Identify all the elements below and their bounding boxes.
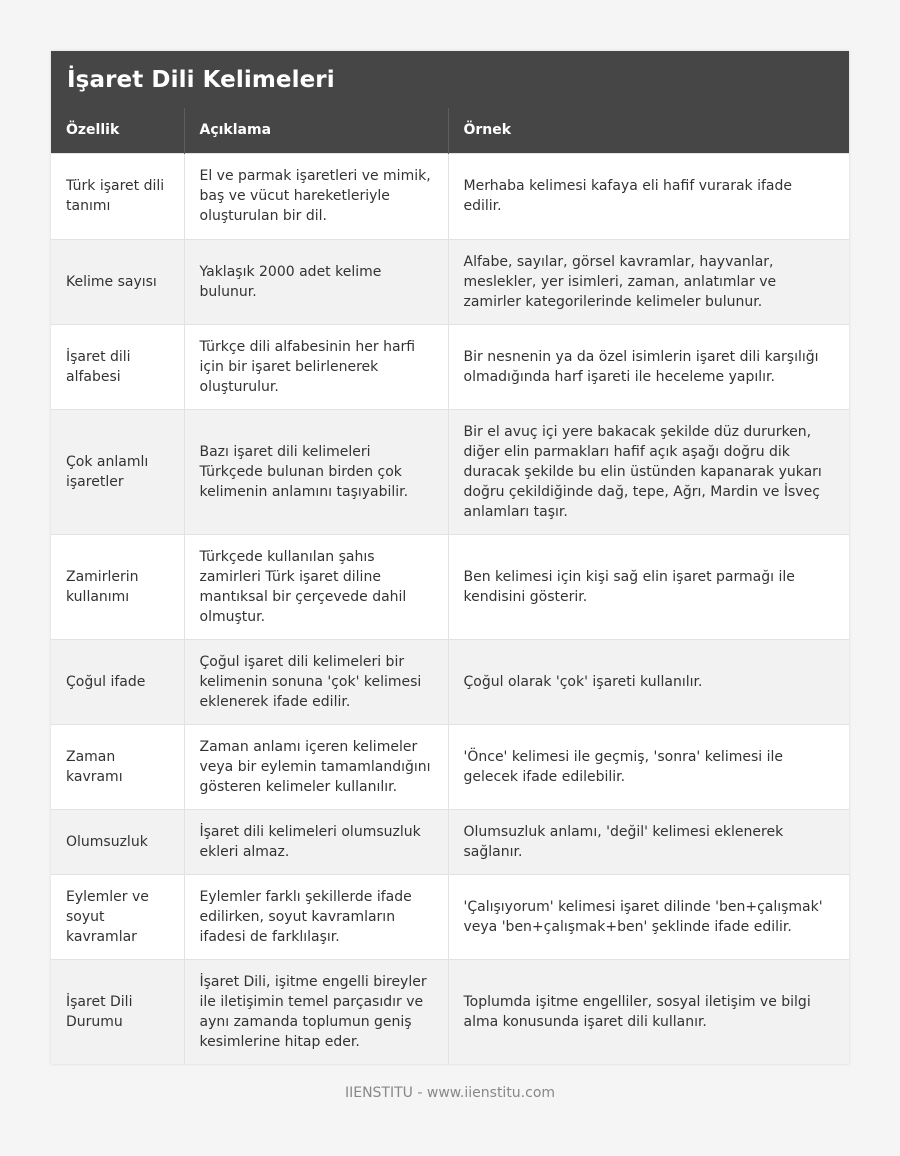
cell-description: Türkçede kullanılan şahıs zamirleri Türk işaret diline mantıksal bir çerçevede dahil olmuştur. <box>184 534 448 639</box>
vocabulary-table <box>51 108 849 1064</box>
table-row <box>51 959 849 1064</box>
cell-feature: Olumsuzluk <box>51 809 184 874</box>
table-row <box>51 724 849 809</box>
cell-description: Türkçe dili alfabesinin her harfi için bir işaret belirlenerek oluşturulur. <box>184 324 448 409</box>
cell-feature: Kelime sayısı <box>51 239 184 324</box>
cell-feature: Türk işaret dili tanımı <box>51 153 184 239</box>
table-row <box>51 534 849 639</box>
cell-example: 'Çalışıyorum' kelimesi işaret dilinde 'ben+çalışmak' veya 'ben+çalışmak+ben' şeklinde ifade edilir. <box>448 874 849 959</box>
page-title: İşaret Dili Kelimeleri <box>67 66 335 93</box>
footer-credit: IIENSTITU - www.iienstitu.com <box>344 1085 556 1101</box>
cell-example: Toplumda işitme engelliler, sosyal iletişim ve bilgi alma konusunda işaret dili kullanır. <box>448 959 849 1064</box>
column-header-description: Açıklama <box>184 108 448 153</box>
cell-description: Bazı işaret dili kelimeleri Türkçede bulunan birden çok kelimenin anlamını taşıyabilir. <box>184 409 448 534</box>
cell-description: El ve parmak işaretleri ve mimik, baş ve vücut hareketleriyle oluşturulan bir dil. <box>184 153 448 239</box>
cell-feature: İşaret Dili Durumu <box>51 959 184 1064</box>
table-header-row <box>51 108 849 153</box>
cell-description: Eylemler farklı şekillerde ifade edilirken, soyut kavramların ifadesi de farklılaşır. <box>184 874 448 959</box>
table-row <box>51 874 849 959</box>
cell-example: Çoğul olarak 'çok' işareti kullanılır. <box>448 639 849 724</box>
cell-example: Olumsuzluk anlamı, 'değil' kelimesi eklenerek sağlanır. <box>448 809 849 874</box>
cell-feature: İşaret dili alfabesi <box>51 324 184 409</box>
cell-example: Bir nesnenin ya da özel isimlerin işaret dili karşılığı olmadığında harf işareti ile heceleme yapılır. <box>448 324 849 409</box>
cell-description: Çoğul işaret dili kelimeleri bir kelimenin sonuna 'çok' kelimesi eklenerek ifade edilir. <box>184 639 448 724</box>
cell-example: Bir el avuç içi yere bakacak şekilde düz dururken, diğer elin parmakları hafif açık aşağı doğru dik duracak şekilde bu elin üstünden kapanarak yukarı doğru çekildiğinde dağ, tepe, Ağrı, Mardin ve İsveç anlamları taşır. <box>448 409 849 534</box>
cell-example: Ben kelimesi için kişi sağ elin işaret parmağı ile kendisini gösterir. <box>448 534 849 639</box>
cell-example: 'Önce' kelimesi ile geçmiş, 'sonra' kelimesi ile gelecek ifade edilebilir. <box>448 724 849 809</box>
table-row <box>51 153 849 239</box>
cell-example: Alfabe, sayılar, görsel kavramlar, hayvanlar, meslekler, yer isimleri, zaman, anlatımlar ve zamirler kategorilerinde kelimeler bulunur. <box>448 239 849 324</box>
cell-description: Yaklaşık 2000 adet kelime bulunur. <box>184 239 448 324</box>
table-row <box>51 324 849 409</box>
cell-description: Zaman anlamı içeren kelimeler veya bir eylemin tamamlandığını gösteren kelimeler kullanılır. <box>184 724 448 809</box>
cell-description: İşaret Dili, işitme engelli bireyler ile iletişimin temel parçasıdır ve aynı zamanda toplumun geniş kesimlerine hitap eder. <box>184 959 448 1064</box>
cell-feature: Eylemler ve soyut kavramlar <box>51 874 184 959</box>
cell-example: Merhaba kelimesi kafaya eli hafif vurarak ifade edilir. <box>448 153 849 239</box>
table-row <box>51 809 849 874</box>
table-row <box>51 239 849 324</box>
cell-feature: Zaman kavramı <box>51 724 184 809</box>
cell-feature: Çoğul ifade <box>51 639 184 724</box>
column-header-example: Örnek <box>448 108 849 153</box>
table-row <box>51 639 849 724</box>
cell-feature: Zamirlerin kullanımı <box>51 534 184 639</box>
column-header-feature: Özellik <box>51 108 184 153</box>
cell-feature: Çok anlamlı işaretler <box>51 409 184 534</box>
table-card <box>51 51 849 1064</box>
table-row <box>51 409 849 534</box>
cell-description: İşaret dili kelimeleri olumsuzluk ekleri almaz. <box>184 809 448 874</box>
title-bar <box>51 51 849 108</box>
